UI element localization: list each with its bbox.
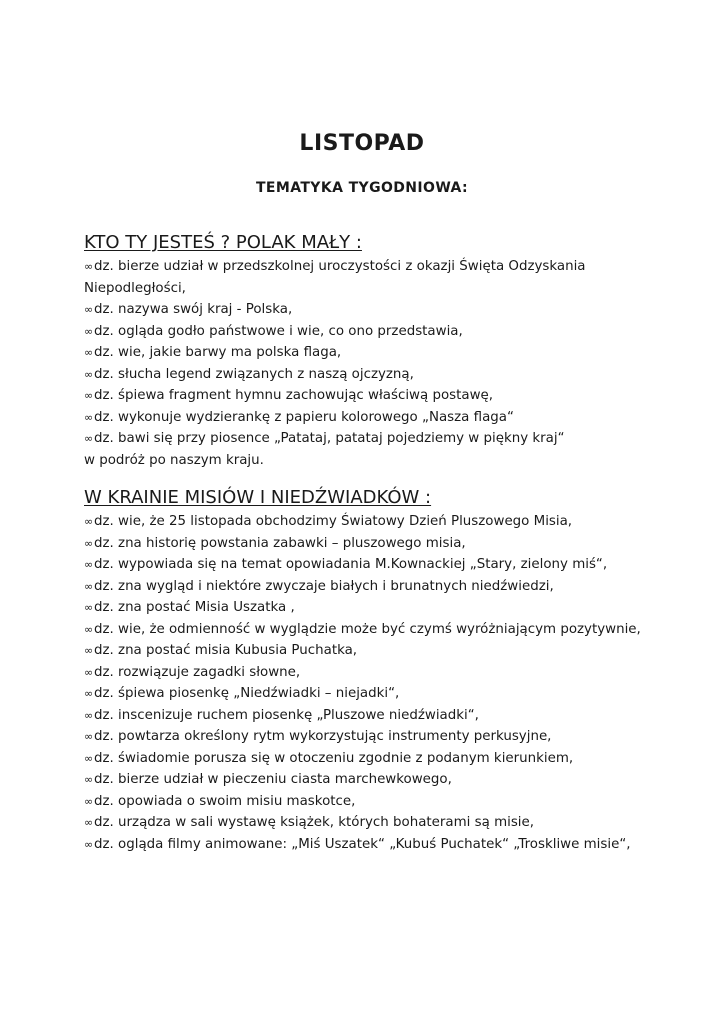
infinity-bullet-icon: ∞ xyxy=(84,665,94,679)
list-item xyxy=(84,407,644,429)
infinity-bullet-icon: ∞ xyxy=(84,346,94,359)
list-item xyxy=(84,533,644,555)
list-item-text: dz. bawi się przy piosence „Patataj, patataj pojedziemy w piękny kraj“ xyxy=(94,431,565,446)
goal-list xyxy=(84,511,644,855)
list-item xyxy=(84,640,644,662)
list-item xyxy=(84,576,644,598)
list-item-text: dz. opowiada o swoim misiu maskotce, xyxy=(94,793,356,809)
list-item xyxy=(84,662,644,684)
list-item xyxy=(84,511,644,533)
infinity-bullet-icon: ∞ xyxy=(84,536,94,550)
list-item-text: dz. nazywa swój kraj - Polska, xyxy=(94,302,293,317)
list-item xyxy=(84,726,644,748)
list-item-text: dz. wykonuje wydzierankę z papieru kolorowego „Nasza flaga“ xyxy=(94,409,514,425)
list-item-text: dz. śpiewa piosenkę „Niedźwiadki – niejadki“, xyxy=(94,686,400,701)
list-item-continuation: w podróż po naszym kraju. xyxy=(84,452,264,468)
list-item xyxy=(84,619,644,641)
infinity-bullet-icon: ∞ xyxy=(84,751,94,765)
list-item-text: dz. bierze udział w przedszkolnej uroczystości z okazji Święta Odzyskania Niepodległości, xyxy=(84,259,586,296)
infinity-bullet-icon: ∞ xyxy=(84,687,94,700)
goal-list xyxy=(84,256,644,471)
infinity-bullet-icon: ∞ xyxy=(84,644,94,657)
section-heading: W KRAINIE MISIÓW I NIEDŹWIADKÓW : xyxy=(84,487,432,508)
list-item xyxy=(84,791,644,813)
infinity-bullet-icon: ∞ xyxy=(84,622,94,636)
infinity-bullet-icon: ∞ xyxy=(84,324,94,338)
list-item xyxy=(84,597,644,619)
list-item xyxy=(84,834,644,856)
list-item xyxy=(84,256,644,299)
list-item xyxy=(84,812,644,834)
list-item-text: dz. wypowiada się na temat opowiadania M.Kownackiej „Stary, zielony miś“, xyxy=(94,557,608,572)
infinity-bullet-icon: ∞ xyxy=(84,410,94,424)
infinity-bullet-icon: ∞ xyxy=(84,579,94,593)
list-item xyxy=(84,748,644,770)
list-item xyxy=(84,705,644,727)
list-item-text: dz. bierze udział w pieczeniu ciasta marchewkowego, xyxy=(94,772,452,787)
list-item xyxy=(84,321,644,343)
list-item xyxy=(84,554,644,576)
list-item-text: dz. świadomie porusza się w otoczeniu zgodnie z podanym kierunkiem, xyxy=(94,750,574,766)
infinity-bullet-icon: ∞ xyxy=(84,816,94,829)
page-title: LISTOPAD xyxy=(299,131,425,156)
list-item-text: dz. zna postać Misia Uszatka , xyxy=(94,600,295,615)
infinity-bullet-icon: ∞ xyxy=(84,432,94,445)
list-item-text: dz. zna wygląd i niektóre zwyczaje białych i brunatnych niedźwiedzi, xyxy=(94,578,554,594)
list-item-text: dz. wie, że 25 listopada obchodzimy Światowy Dzień Pluszowego Misia, xyxy=(94,514,573,529)
list-item xyxy=(84,342,644,364)
infinity-bullet-icon: ∞ xyxy=(84,837,94,851)
infinity-bullet-icon: ∞ xyxy=(84,708,94,722)
list-item-text: dz. zna historię powstania zabawki – pluszowego misia, xyxy=(94,535,466,551)
list-item-text: dz. wie, że odmienność w wyglądzie może być czymś wyróżniającym pozytywnie, xyxy=(94,621,641,637)
infinity-bullet-icon: ∞ xyxy=(84,773,94,786)
list-item-text: dz. rozwiązuje zagadki słowne, xyxy=(94,664,301,680)
infinity-bullet-icon: ∞ xyxy=(84,515,94,528)
list-item xyxy=(84,299,644,321)
list-item-text: dz. inscenizuje ruchem piosenkę „Pluszowe niedźwiadki“, xyxy=(94,707,479,723)
list-item xyxy=(84,769,644,791)
section-polak-maly xyxy=(84,232,644,471)
list-item-text: dz. ogląda filmy animowane: „Miś Uszatek“ „Kubuś Puchatek“ „Troskliwe misie“, xyxy=(94,836,631,852)
list-item-text: dz. słucha legend związanych z naszą ojczyzną, xyxy=(94,366,414,382)
list-item-text: dz. wie, jakie barwy ma polska flaga, xyxy=(94,345,342,360)
section-heading: KTO TY JESTEŚ ? POLAK MAŁY : xyxy=(84,232,362,253)
infinity-bullet-icon: ∞ xyxy=(84,367,94,381)
infinity-bullet-icon: ∞ xyxy=(84,389,94,402)
infinity-bullet-icon: ∞ xyxy=(84,794,94,808)
list-item xyxy=(84,364,644,386)
section-misie xyxy=(84,487,644,855)
infinity-bullet-icon: ∞ xyxy=(84,730,94,743)
list-item-text: dz. śpiewa fragment hymnu zachowując właściwą postawę, xyxy=(94,388,494,403)
infinity-bullet-icon: ∞ xyxy=(84,260,94,273)
list-item-text: dz. ogląda godło państwowe i wie, co ono przedstawia, xyxy=(94,323,463,339)
infinity-bullet-icon: ∞ xyxy=(84,558,94,571)
list-item-text: dz. zna postać misia Kubusia Puchatka, xyxy=(94,643,358,658)
infinity-bullet-icon: ∞ xyxy=(84,303,94,316)
page-subtitle: TEMATYKA TYGODNIOWA: xyxy=(255,180,469,196)
infinity-bullet-icon: ∞ xyxy=(84,601,94,614)
list-item-text: dz. powtarza określony rytm wykorzystując instrumenty perkusyjne, xyxy=(94,729,552,744)
list-item xyxy=(84,385,644,407)
list-item-text: dz. urządza w sali wystawę książek, których bohaterami są misie, xyxy=(94,815,535,830)
list-item xyxy=(84,428,644,450)
list-item xyxy=(84,683,644,705)
